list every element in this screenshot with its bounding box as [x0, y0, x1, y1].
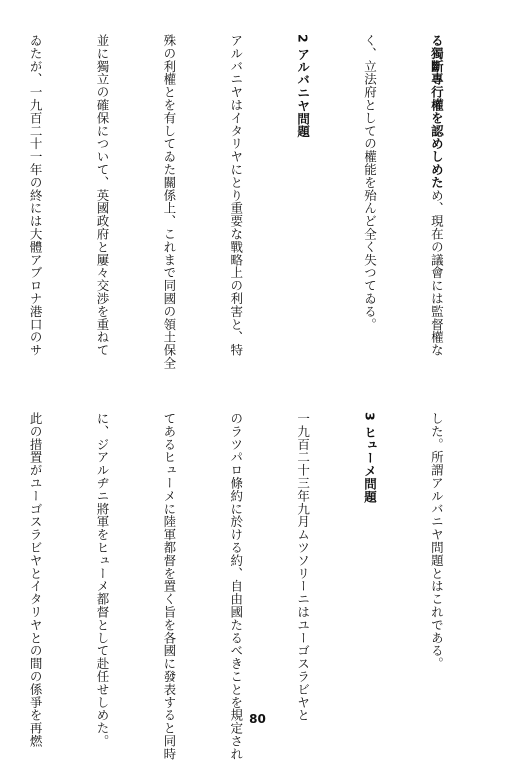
upper-text-block	[0, 34, 492, 404]
section-heading: 3 ヒューメ問題	[362, 412, 378, 504]
text-column: 並に獨立の確保について、英國政府と屢々交渉を重ねて	[94, 34, 110, 357]
lower-text-block	[0, 412, 492, 761]
text-column	[425, 34, 447, 404]
text-fragment: め、現在の議會には監督權な	[429, 188, 445, 357]
text-column: した。所謂アルバニヤ問題とはこれである。	[429, 412, 445, 670]
section-heading: 2 アルバニヤ問題	[295, 34, 311, 139]
text-column: く、立法府としての權能を殆んど全く失つてゐる。	[362, 34, 378, 331]
text-column: のラツパロ條約に於ける約、自由國たるべきことを規定され	[228, 412, 244, 761]
bold-phrase: る	[429, 34, 445, 47]
text-column: てあるヒューメに陸軍都督を置く旨を各國に發表すると同時	[161, 412, 177, 761]
text-column: 殊の利權とを有してゐた關係上、これまで同國の領土保全	[161, 34, 177, 370]
bold-phrase: 獨斷專行權を認めしめた	[429, 46, 445, 189]
text-column: ゐたが、一九百二十一年の終には大體アブロナ港口のサ	[28, 34, 44, 357]
text-column: アルバニヤはイタリヤにとり重要な戰略上の利害と、特	[228, 34, 244, 357]
text-column: 一九百二十三年九月ムツソリーニはユーゴスラビヤと	[295, 412, 311, 722]
page-number: 80	[249, 712, 266, 726]
text-column: に、ジアルヂニ將軍をヒューメ都督として赴任せしめた。	[94, 412, 110, 748]
text-column: 此の措置がユーゴスラビヤとイタリヤとの間の係爭を再燃	[28, 412, 44, 748]
